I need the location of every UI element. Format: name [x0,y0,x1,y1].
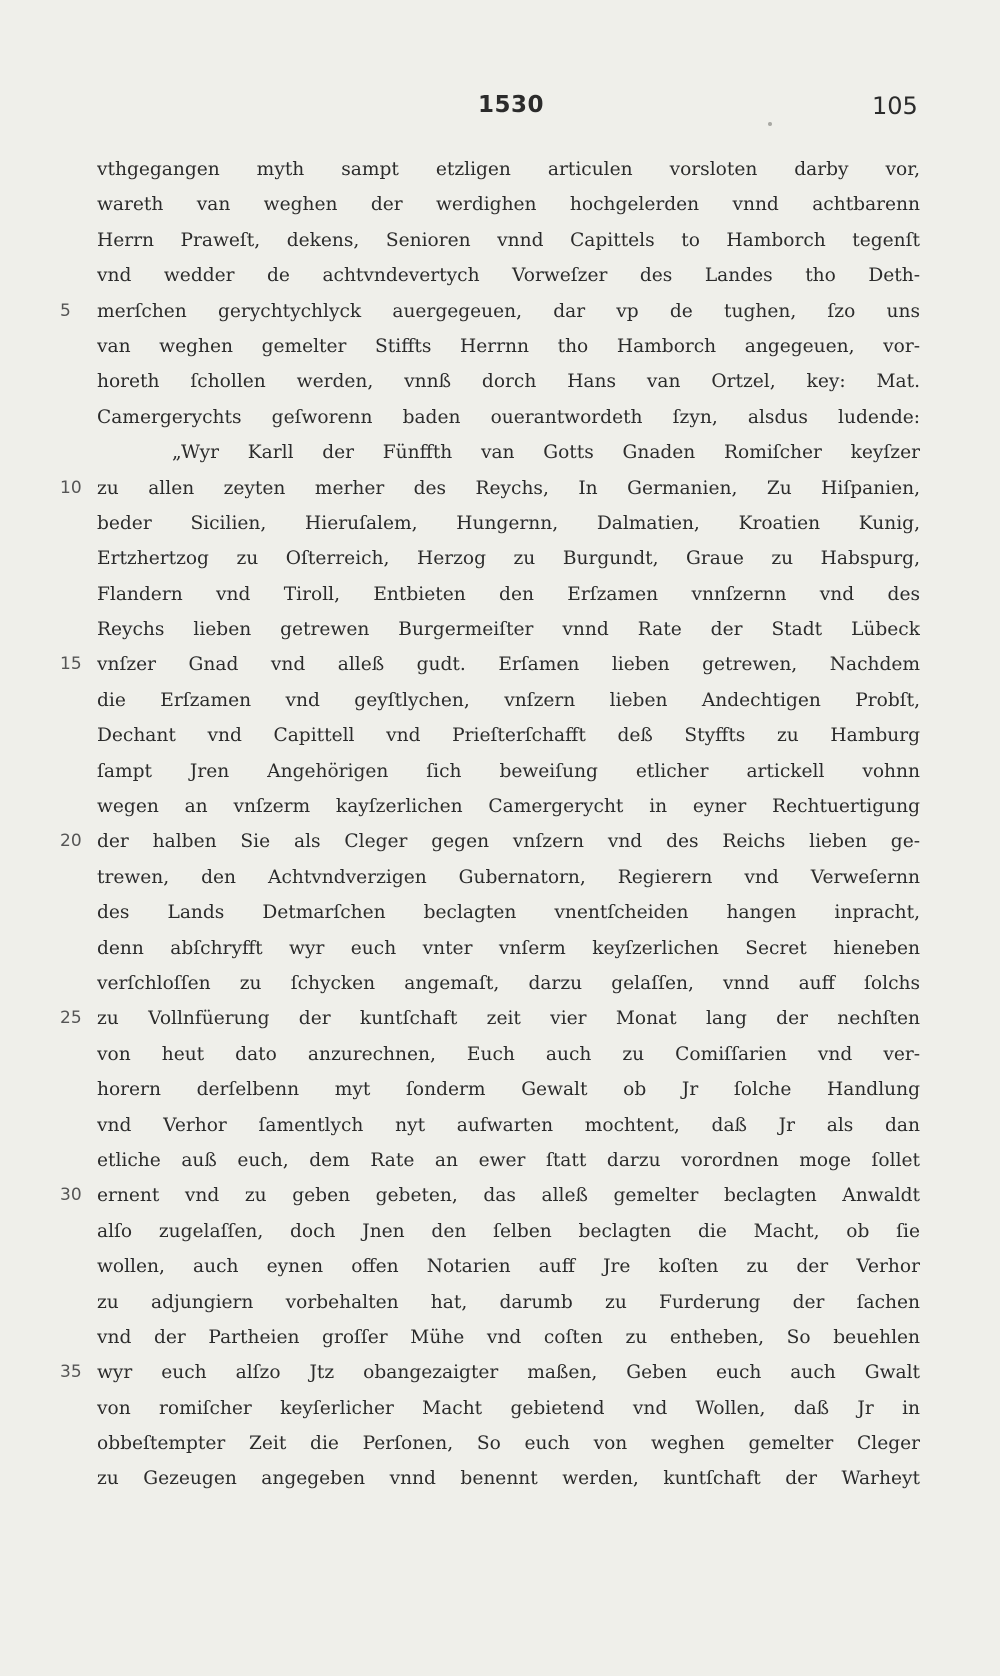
text-line [0,895,1000,930]
text-line [0,1001,1000,1036]
line-text: trewen, den Achtvndverzigen Gubernatorn, Regierern vnd Verweſernn [97,866,920,888]
line-text: denn abſchryfft wyr euch vnter vnſerm keyſzerlichen Secret hieneben [97,937,920,959]
line-text: zu Gezeugen angegeben vnnd benennt werden, kuntſchaft der Warheyt [97,1468,920,1490]
text-line [0,364,1000,399]
text-line [0,435,1000,470]
line-text: des Lands Detmarſchen beclagten vnentſcheiden hangen inpracht, [97,902,920,924]
line-number: 5 [60,300,71,321]
text-line [0,541,1000,576]
text-line [0,1285,1000,1320]
text-line [0,1037,1000,1072]
line-text: Camergerychts geſworenn baden ouerantwordeth ſzyn, alsdus ludende: [97,406,920,428]
text-line [0,718,1000,753]
line-text: verſchloſſen zu ſchycken angemaſt, darzu gelaſſen, vnnd auff ſolchs [97,972,920,994]
line-number: 20 [60,831,82,852]
line-text: Herrn Praweſt, dekens, Senioren vnnd Capittels to Hamborch tegenſt [97,229,920,251]
line-text: vthgegangen myth sampt etzligen articulen vorsloten darby vor, [97,159,920,180]
text-line [0,1178,1000,1213]
text-line [0,1461,1000,1496]
line-text: horern derſelbenn myt ſonderm Gewalt ob Jr ſolche Handlung [97,1079,920,1101]
page-number: 105 [872,92,918,120]
line-number: 30 [60,1185,82,1206]
line-text: Ertzhertzog zu Oſterreich, Herzog zu Burgundt, Graue zu Habspurg, [97,548,920,570]
line-text: etliche auß euch, dem Rate an ewer ſtatt darzu vorordnen moge ſollet [97,1149,920,1171]
line-number: 15 [60,654,82,675]
text-line [0,506,1000,541]
text-line [0,1391,1000,1426]
text-line [0,152,1000,187]
text-line [0,1072,1000,1107]
line-text: vnd Verhor ſamentlych nyt aufwarten mochtent, daß Jr als dan [97,1114,920,1136]
text-line [0,471,1000,506]
line-text: die Erſzamen vnd geyſtlychen, vnſzern lieben Andechtigen Probſt, [97,689,920,711]
text-line [0,400,1000,435]
text-line [0,683,1000,718]
line-text: horeth ſchollen werden, vnnß dorch Hans van Ortzel, key: Mat. [97,371,920,393]
line-number: 10 [60,477,82,498]
text-line [0,789,1000,824]
line-text: wyr euch alſzo Jtz obangezaigter maßen, Geben euch auch Gwalt [97,1362,920,1384]
line-text: Flandern vnd Tiroll, Entbieten den Erſzamen vnnſzernn vnd des [97,583,920,605]
line-text: wegen an vnſzerm kayſzerlichen Camergerycht in eyner Rechtuertigung [97,796,920,818]
line-text: wollen, auch eynen offen Notarien auff Jre koſten zu der Verhor [97,1256,920,1278]
line-text: vnd wedder de achtvndevertych Vorweſzer des Landes tho Deth- [97,265,920,287]
line-text: beder Sicilien, Hieruſalem, Hungernn, Dalmatien, Kroatien Kunig, [97,512,920,534]
text-line [0,966,1000,1001]
text-line [0,1249,1000,1284]
text-line [0,577,1000,612]
line-text: ſampt Jren Angehörigen ſich beweiſung etlicher artickell vohnn [97,760,920,782]
line-text: wareth van weghen der werdighen hochgelerden vnnd achtbarenn [97,194,920,216]
text-line [0,187,1000,222]
line-text: von romiſcher keyſerlicher Macht gebietend vnd Wollen, daß Jr in [97,1397,920,1419]
text-line [0,931,1000,966]
line-text: von heut dato anzurechnen, Euch auch zu Comiſſarien vnd ver- [97,1043,920,1065]
text-line [0,754,1000,789]
text-line [0,860,1000,895]
line-text: Reychs lieben getrewen Burgermeiſter vnnd Rate der Stadt Lübeck [97,619,920,641]
line-number: 25 [60,1008,82,1029]
line-text: Dechant vnd Capittell vnd Prieſterſchafft deß Styffts zu Hamburg [97,725,920,747]
text-line [0,223,1000,258]
page-header [0,92,1000,132]
text-line [0,1214,1000,1249]
text-line [0,258,1000,293]
line-text: obbeſtempter Zeit die Perſonen, So euch von weghen gemelter Cleger [97,1433,920,1455]
line-text: van weghen gemelter Stiffts Herrnn tho Hamborch angegeuen, vor- [97,335,920,357]
line-number: 35 [60,1362,82,1383]
text-line [0,1108,1000,1143]
line-text: vnſzer Gnad vnd alleß gudt. Erſamen lieben getrewen, Nachdem [97,654,920,676]
body-text [0,152,1000,1497]
text-line [0,647,1000,682]
line-text: „Wyr Karll der Fünffth van Gotts Gnaden Romiſcher keyſzer [172,442,920,464]
text-line [0,1320,1000,1355]
text-line [0,1355,1000,1390]
line-text: vnd der Partheien groſſer Mühe vnd coſten zu entheben, So beuehlen [97,1326,920,1348]
text-line [0,329,1000,364]
text-line [0,1143,1000,1178]
line-text: merſchen gerychtychlyck auergegeuen, dar vp de tughen, ſzo uns [97,300,920,322]
text-line [0,824,1000,859]
line-text: alſo zugelaſſen, doch Jnen den ſelben beclagten die Macht, ob ſie [97,1220,920,1242]
line-text: zu Vollnfüerung der kuntſchaft zeit vier Monat lang der nechſten [97,1008,920,1030]
line-text: der halben Sie als Cleger gegen vnſzern vnd des Reichs lieben ge- [97,831,920,853]
header-year: 1530 [478,92,545,118]
paper-speck [768,122,772,126]
line-text: zu adjungiern vorbehalten hat, darumb zu Furderung der ſachen [97,1291,920,1313]
text-line [0,294,1000,329]
text-line [0,1426,1000,1461]
line-text: ernent vnd zu geben gebeten, das alleß gemelter beclagten Anwaldt [97,1185,920,1207]
line-text: zu allen zeyten merher des Reychs, In Germanien, Zu Hiſpanien, [97,477,920,499]
text-line [0,612,1000,647]
